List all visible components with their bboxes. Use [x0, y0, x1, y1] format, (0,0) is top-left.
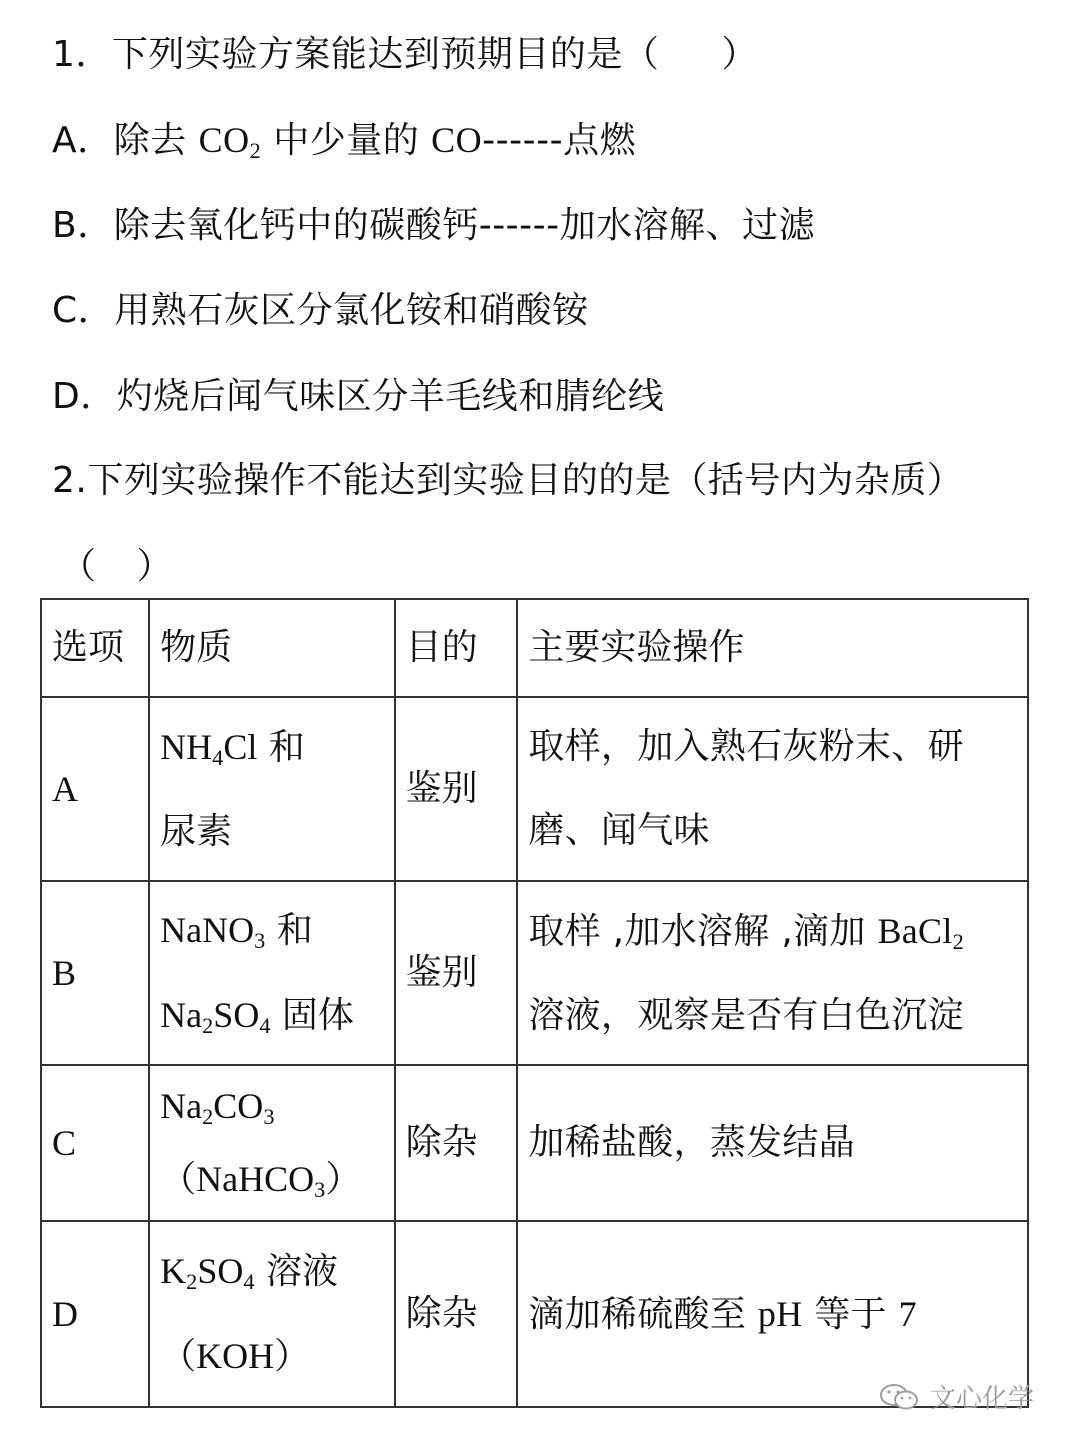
formula-part: CO: [213, 1086, 264, 1126]
formula-sub: 4: [243, 1269, 255, 1295]
formula-sub: 4: [212, 744, 224, 770]
experiment-table: [40, 598, 1029, 1408]
formula-sub: 2: [202, 1013, 214, 1039]
row-a-operation: [517, 697, 1028, 881]
row-d-purpose: 除杂: [395, 1221, 518, 1407]
row-b-option: B: [41, 881, 149, 1065]
row-a-substance-line1: [160, 705, 393, 790]
q1-option-a: [52, 112, 636, 163]
paren: ）: [325, 1159, 362, 1200]
row-c-operation: 加稀盐酸，蒸发结晶: [517, 1065, 1028, 1221]
formula-part: Cl: [223, 726, 258, 767]
operation-text: 滴加稀硫酸至: [528, 1293, 758, 1335]
formula-part: SO: [213, 995, 260, 1035]
paren: （: [160, 1336, 197, 1377]
formula-part: Na: [160, 1086, 203, 1126]
row-d-substance-line1: [160, 1229, 393, 1314]
row-b-substance-line1: [160, 888, 393, 973]
formula-sub: 2: [202, 1104, 214, 1130]
q2-paren-open: （: [60, 546, 97, 587]
q1-option-b: B．除去氧化钙中的碳酸钙------加水溶解、过滤: [52, 205, 816, 246]
formula-sub: 3: [254, 928, 266, 954]
q1-option-d: D．灼烧后闻气味区分羊毛线和腈纶线: [52, 376, 665, 417]
formula-sub: 3: [314, 1177, 326, 1203]
row-c-option: C: [41, 1065, 149, 1221]
formula-sub: 2: [952, 928, 965, 954]
row-b-operation-line2: 溶液，观察是否有白色沉淀: [528, 994, 964, 1036]
q1-option-a-rest: ------点燃: [482, 120, 637, 161]
table-row-c: [41, 1065, 1028, 1221]
q1-stem: [52, 26, 758, 77]
formula-sub: 3: [263, 1104, 275, 1130]
row-d-substance-line2: [160, 1314, 393, 1399]
row-b-substance: [149, 881, 394, 1065]
header-substance: 物质: [149, 599, 394, 697]
formula-part: SO: [197, 1251, 244, 1291]
row-c-substance-line2: [160, 1143, 393, 1216]
substance-text: 溶液: [254, 1251, 338, 1292]
header-purpose: 目的: [395, 599, 518, 697]
operation-text: 取样 ,加水溶解 ,滴加: [528, 910, 878, 952]
wechat-icon: [878, 1382, 922, 1412]
ph-label: pH: [757, 1293, 803, 1334]
substance-text: 固体: [270, 995, 354, 1036]
formula-part: K: [160, 1251, 187, 1291]
formula-part: BaCl: [877, 910, 953, 951]
substance-text: 和: [257, 726, 305, 768]
substance-text: 和: [265, 910, 313, 951]
formula-co2: CO: [198, 120, 250, 160]
watermark: [878, 1378, 1034, 1415]
formula-co: CO: [431, 120, 483, 160]
operation-text: 等于: [802, 1293, 899, 1335]
q2-stem: 2.下列实验操作不能达到实验目的的是（括号内为杂质）: [52, 460, 964, 501]
header-operation: 主要实验操作: [517, 599, 1028, 697]
row-a-operation-line2: 磨、闻气味: [528, 810, 710, 851]
q1-option-a-prefix: A．除去: [52, 120, 199, 161]
q2-paren-close: ）: [136, 546, 174, 587]
table-row-a: [41, 697, 1028, 881]
row-a-option: A: [41, 697, 149, 881]
formula-part: Na: [160, 995, 203, 1035]
row-c-substance: [149, 1065, 394, 1221]
row-a-substance-line2: 尿素: [160, 810, 233, 852]
paren: ）: [274, 1336, 311, 1377]
ph-value: 7: [898, 1293, 917, 1334]
formula-part: NaNO: [160, 910, 255, 950]
table-header-row: [41, 599, 1028, 697]
row-d-substance: [149, 1221, 394, 1407]
table-row-b: [41, 881, 1028, 1065]
row-b-operation: [517, 881, 1028, 1065]
formula-sub: 4: [259, 1013, 271, 1039]
formula-part: KOH: [196, 1336, 275, 1376]
q2-answer-paren: [60, 538, 173, 589]
row-c-substance-line1: [160, 1070, 393, 1143]
formula-co2-sub: 2: [249, 138, 262, 164]
row-d-option: D: [41, 1221, 149, 1407]
q1-option-c: C．用熟石灰区分氯化铵和硝酸铵: [52, 290, 589, 331]
row-a-operation-line1: 取样，加入熟石灰粉末、研: [528, 726, 964, 767]
q1-stem-text: 1．下列实验方案能达到预期目的是（: [52, 34, 660, 75]
row-c-purpose: 除杂: [395, 1065, 518, 1221]
q1-stem-close: ）: [721, 34, 758, 75]
formula-sub: 2: [186, 1269, 198, 1295]
watermark-text: 文心化学: [930, 1384, 1035, 1414]
formula-part: NH: [160, 726, 213, 767]
row-a-purpose: 鉴别: [395, 697, 518, 881]
row-b-operation-line1: [528, 889, 1027, 974]
row-a-substance: [149, 697, 394, 881]
paren: （: [160, 1159, 197, 1200]
header-option: 选项: [41, 599, 149, 697]
row-b-purpose: 鉴别: [395, 881, 518, 1065]
row-b-substance-line2: [160, 973, 393, 1058]
formula-part: NaHCO: [196, 1159, 315, 1199]
q1-option-a-mid: 中少量的: [261, 120, 432, 161]
